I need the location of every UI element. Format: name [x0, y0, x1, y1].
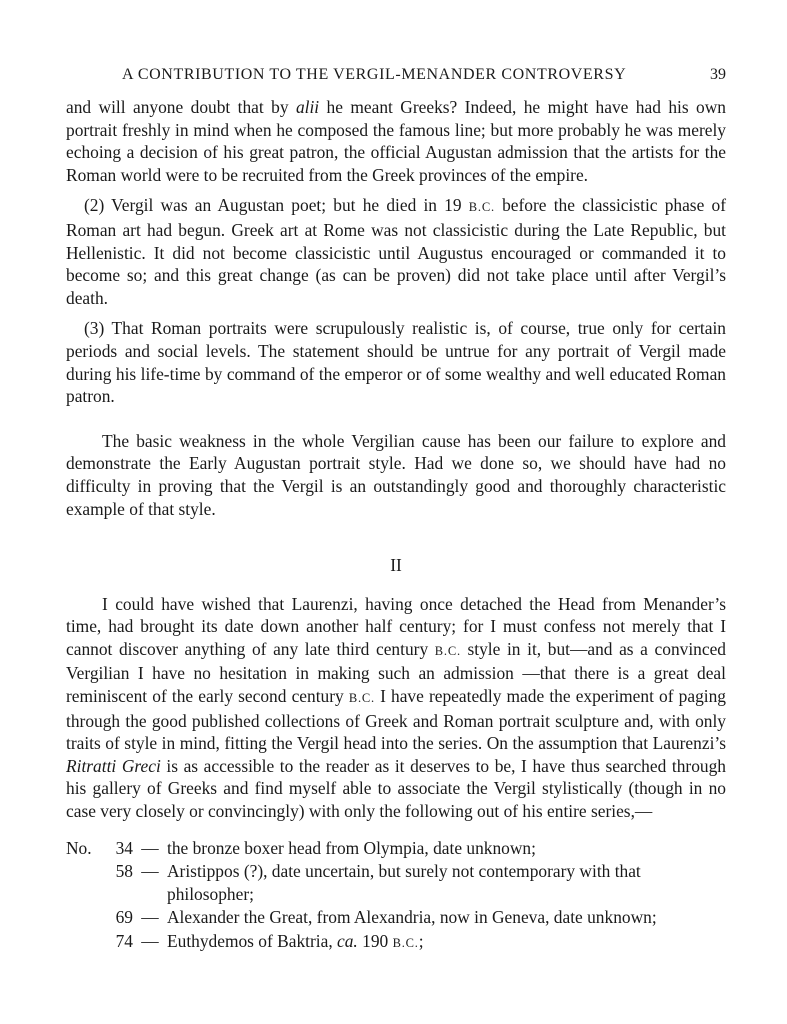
list-dash: —: [141, 907, 159, 928]
list-number: 74: [115, 931, 133, 951]
paragraph-continuation: and will anyone doubt that by alii he meant Greeks? Indeed, he might have had his own portrait freshly in mind when he composed the famous line; but more probably he was merely echoing a decision of his great patron, the official Augustan admission that the artists for the Roman world were to be recruited from the Greek provinces of the empire.: [66, 97, 726, 185]
italic-abbrev: ca.: [337, 931, 358, 951]
list-text-continuation: philosopher;: [167, 883, 254, 904]
list-text: the bronze boxer head from Olympia, date unknown;: [167, 837, 536, 858]
paragraph-point-2: (2) Vergil was an Augustan poet; but he died in 19 B.C. before the classicistic phase of Roman art had begun. Greek art at Rome was not classicistic during the Late Republic, but Hellenistic. It did not become classicistic until Augustus encouraged or commanded it to become so; and this great change (as can be proven) did not take place until after Vergil’s death.: [66, 195, 726, 308]
running-head: [66, 58, 726, 86]
list-item: [66, 930, 726, 955]
small-caps-era: B.C.: [348, 691, 375, 706]
list-item: [66, 837, 726, 860]
list-dash: —: [141, 837, 159, 858]
paragraph-basic-weakness: The basic weakness in the whole Vergilian cause has been our failure to explore and demonstrate the Early Augustan portrait style. Had we done so, we should have had no difficulty in proving that the Vergil is an outstandingly good and thoroughly characteristic example of that style.: [66, 430, 726, 519]
running-title: A CONTRIBUTION TO THE VERGIL-MENANDER CONTROVERSY: [122, 66, 627, 83]
list-dash: —: [141, 861, 159, 882]
list-text: Aristippos (?), date uncertain, but surely not contemporary with that: [167, 861, 641, 882]
list-text: Alexander the Great, from Alexandria, now in Geneva, date unknown;: [167, 907, 657, 928]
list-item: [66, 906, 726, 929]
list-label: No.: [66, 837, 92, 858]
section-heading: II: [390, 555, 402, 576]
italic-term: alii: [295, 97, 320, 117]
small-caps-era: B.C.: [468, 200, 495, 215]
list-item: [66, 860, 726, 883]
paragraph-point-3: (3) That Roman portraits were scrupulously realistic is, of course, true only for certain periods and social levels. The statement should be untrue for any portrait of Vergil made during his life-time by command of the emperor or of some wealthy and well educated Roman patron.: [66, 318, 726, 407]
portrait-list: [66, 837, 726, 955]
small-caps-era: B.C.: [434, 643, 461, 658]
list-dash: —: [141, 931, 159, 951]
page-number: 39: [710, 66, 726, 83]
page: [66, 58, 726, 956]
list-text: Euthydemos of Baktria, ca. 190 B.C.;: [167, 931, 424, 951]
paragraph-laurenzi: I could have wished that Laurenzi, having once detached the Head from Menander’s time, had brought its date down another half century; for I must confess not merely that I cannot discover anything of any late third century B.C. style in it, but—and as a convinced Vergilian I have no hesitation in making such an admission —that there is a great deal reminiscent of the early second century B.C. I have repeatedly made the experiment of paging through the good published collections of Greek and Roman portrait sculpture and, with only traits of style in mind, fitting the Vergil head into the series. On the assumption that Laurenzi’s Ritratti Greci is as accessible to the reader as it deserves to be, I have thus searched through his gallery of Greeks and find myself able to associate the Vergil stylistically (though in no case very closely or convincingly) with only the following out of his entire series,—: [66, 593, 727, 822]
italic-title: Ritratti Greci: [66, 755, 161, 776]
list-number: 34: [115, 837, 133, 858]
list-number: 58: [115, 861, 133, 882]
list-number: 69: [115, 907, 133, 928]
small-caps-era: B.C.: [392, 936, 419, 950]
